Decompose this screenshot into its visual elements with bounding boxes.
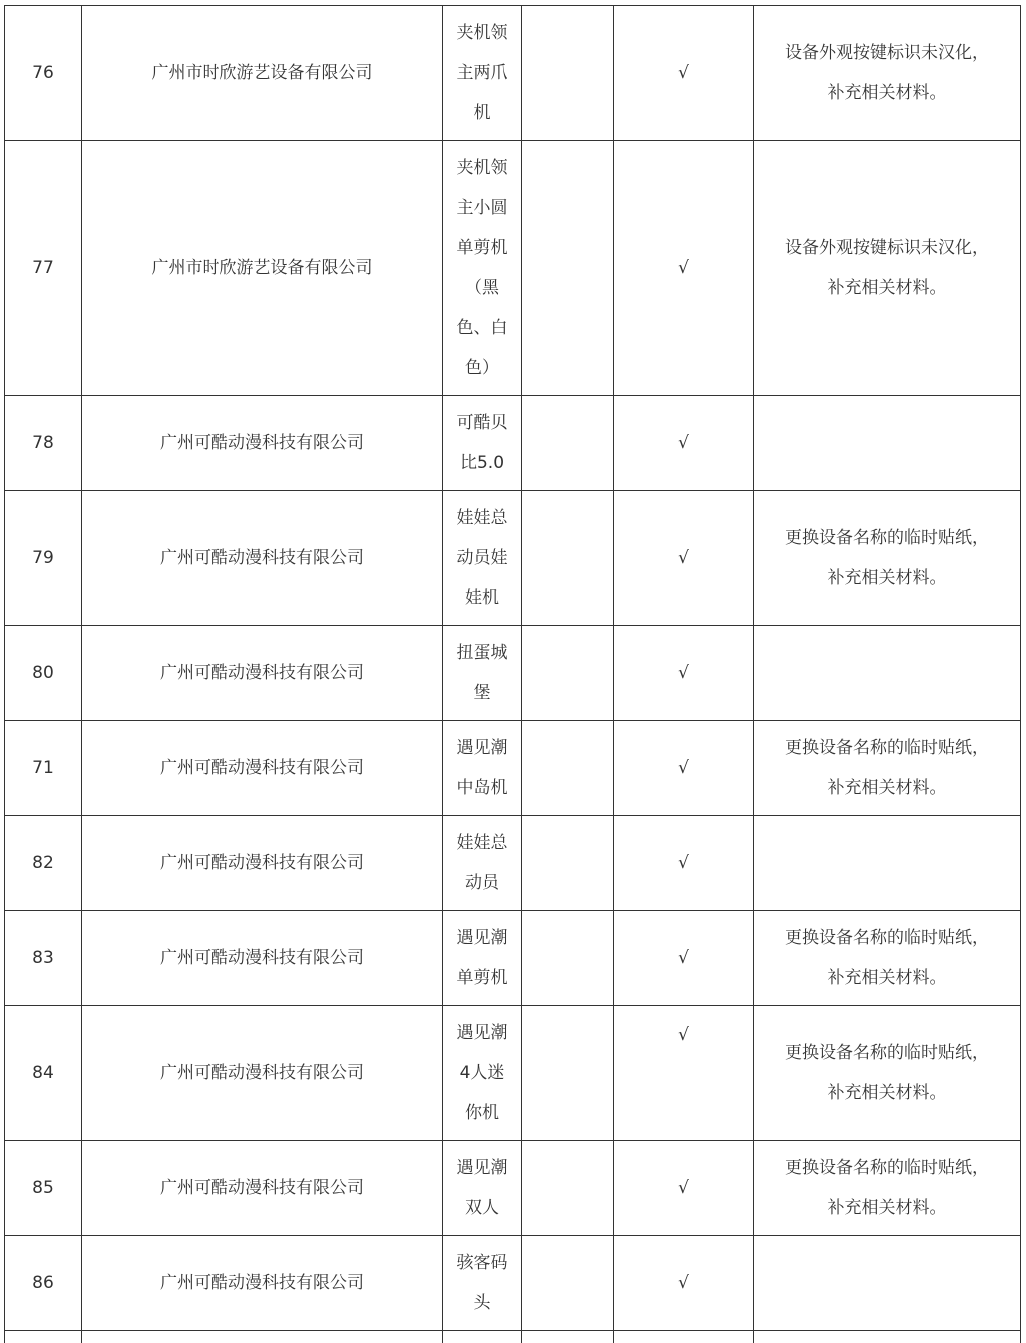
empty-cell bbox=[522, 1141, 614, 1236]
row-number: 77 bbox=[5, 141, 82, 396]
company-name: 广州可酷动漫科技有限公司 bbox=[82, 626, 443, 721]
company-name: 广州可酷动漫科技有限公司 bbox=[82, 491, 443, 626]
remark: 更换设备名称的临时贴纸， 补充相关材料。 bbox=[754, 911, 1021, 1006]
empty-cell bbox=[522, 6, 614, 141]
empty-cell bbox=[522, 721, 614, 816]
table-row bbox=[5, 396, 1021, 491]
table-row bbox=[5, 6, 1021, 141]
check-cell bbox=[614, 1006, 754, 1141]
remark: 设备外观按键标识未汉化， 补充相关材料。 bbox=[754, 6, 1021, 141]
remark: 设备外观按键标识未汉化， 补充相关材料。 bbox=[754, 141, 1021, 396]
row-number: 78 bbox=[5, 396, 82, 491]
row-number: 86 bbox=[5, 1236, 82, 1331]
table-row bbox=[5, 1006, 1021, 1141]
row-number: 71 bbox=[5, 721, 82, 816]
company-name: 广州可酷动漫科技有限公司 bbox=[82, 1006, 443, 1141]
table-row bbox=[5, 1236, 1021, 1331]
check-mark: √ bbox=[678, 1025, 689, 1045]
empty-cell bbox=[614, 1331, 754, 1343]
check-mark: √ bbox=[614, 141, 754, 396]
device-name: 扭蛋城 堡 bbox=[443, 626, 522, 721]
company-name: 广州可酷动漫科技有限公司 bbox=[82, 1141, 443, 1236]
empty-cell bbox=[522, 396, 614, 491]
company-name: 广州可酷动漫科技有限公司 bbox=[82, 816, 443, 911]
remark bbox=[754, 396, 1021, 491]
device-name: 遇见潮 4人迷 你机 bbox=[443, 1006, 522, 1141]
remark: 更换设备名称的临时贴纸， 补充相关材料。 bbox=[754, 491, 1021, 626]
company-name: 广州可酷动漫科技有限公司 bbox=[82, 396, 443, 491]
remark: 更换设备名称的临时贴纸， 补充相关材料。 bbox=[754, 1006, 1021, 1141]
table-row bbox=[5, 721, 1021, 816]
table-row bbox=[5, 911, 1021, 1006]
empty-cell bbox=[522, 491, 614, 626]
remark bbox=[754, 816, 1021, 911]
check-mark: √ bbox=[614, 721, 754, 816]
check-mark: √ bbox=[614, 491, 754, 626]
equipment-table bbox=[4, 5, 1021, 1343]
empty-cell bbox=[522, 626, 614, 721]
company-name: 广州市时欣游艺设备有限公司 bbox=[82, 141, 443, 396]
empty-cell bbox=[522, 1006, 614, 1141]
empty-cell bbox=[82, 1331, 443, 1343]
device-name: 骇客码 头 bbox=[443, 1236, 522, 1331]
device-name: 娃娃总 动员 bbox=[443, 816, 522, 911]
remark bbox=[754, 1236, 1021, 1331]
empty-cell bbox=[522, 141, 614, 396]
device-name: 可酷贝 比5.0 bbox=[443, 396, 522, 491]
device-name: 娃娃总 动员娃 娃机 bbox=[443, 491, 522, 626]
device-name: 遇见潮 双人 bbox=[443, 1141, 522, 1236]
empty-cell bbox=[5, 1331, 82, 1343]
device-name: 夹机领 主小圆 单剪机 （黑 色、白 色） bbox=[443, 141, 522, 396]
row-number: 83 bbox=[5, 911, 82, 1006]
check-mark: √ bbox=[614, 6, 754, 141]
table-row-partial bbox=[5, 1331, 1021, 1343]
empty-cell bbox=[443, 1331, 522, 1343]
table-row bbox=[5, 1141, 1021, 1236]
empty-cell bbox=[522, 1236, 614, 1331]
device-name: 遇见潮 中岛机 bbox=[443, 721, 522, 816]
remark: 更换设备名称的临时贴纸， 补充相关材料。 bbox=[754, 721, 1021, 816]
company-name: 广州可酷动漫科技有限公司 bbox=[82, 721, 443, 816]
row-number: 76 bbox=[5, 6, 82, 141]
row-number: 82 bbox=[5, 816, 82, 911]
table-row bbox=[5, 626, 1021, 721]
table-row bbox=[5, 141, 1021, 396]
row-number: 79 bbox=[5, 491, 82, 626]
empty-cell bbox=[522, 1331, 614, 1343]
remark bbox=[754, 626, 1021, 721]
table-row bbox=[5, 816, 1021, 911]
row-number: 84 bbox=[5, 1006, 82, 1141]
company-name: 广州可酷动漫科技有限公司 bbox=[82, 1236, 443, 1331]
check-mark: √ bbox=[614, 911, 754, 1006]
check-mark: √ bbox=[614, 396, 754, 491]
device-name: 遇见潮 单剪机 bbox=[443, 911, 522, 1006]
check-mark: √ bbox=[614, 816, 754, 911]
check-mark: √ bbox=[614, 1236, 754, 1331]
check-mark: √ bbox=[614, 1141, 754, 1236]
table-body bbox=[5, 6, 1021, 1343]
device-name: 夹机领 主两爪 机 bbox=[443, 6, 522, 141]
row-number: 80 bbox=[5, 626, 82, 721]
table-row bbox=[5, 491, 1021, 626]
remark: 更换设备名称的临时贴纸， 补充相关材料。 bbox=[754, 1141, 1021, 1236]
check-mark: √ bbox=[614, 626, 754, 721]
company-name: 广州市时欣游艺设备有限公司 bbox=[82, 6, 443, 141]
empty-cell bbox=[754, 1331, 1021, 1343]
company-name: 广州可酷动漫科技有限公司 bbox=[82, 911, 443, 1006]
empty-cell bbox=[522, 911, 614, 1006]
row-number: 85 bbox=[5, 1141, 82, 1236]
empty-cell bbox=[522, 816, 614, 911]
